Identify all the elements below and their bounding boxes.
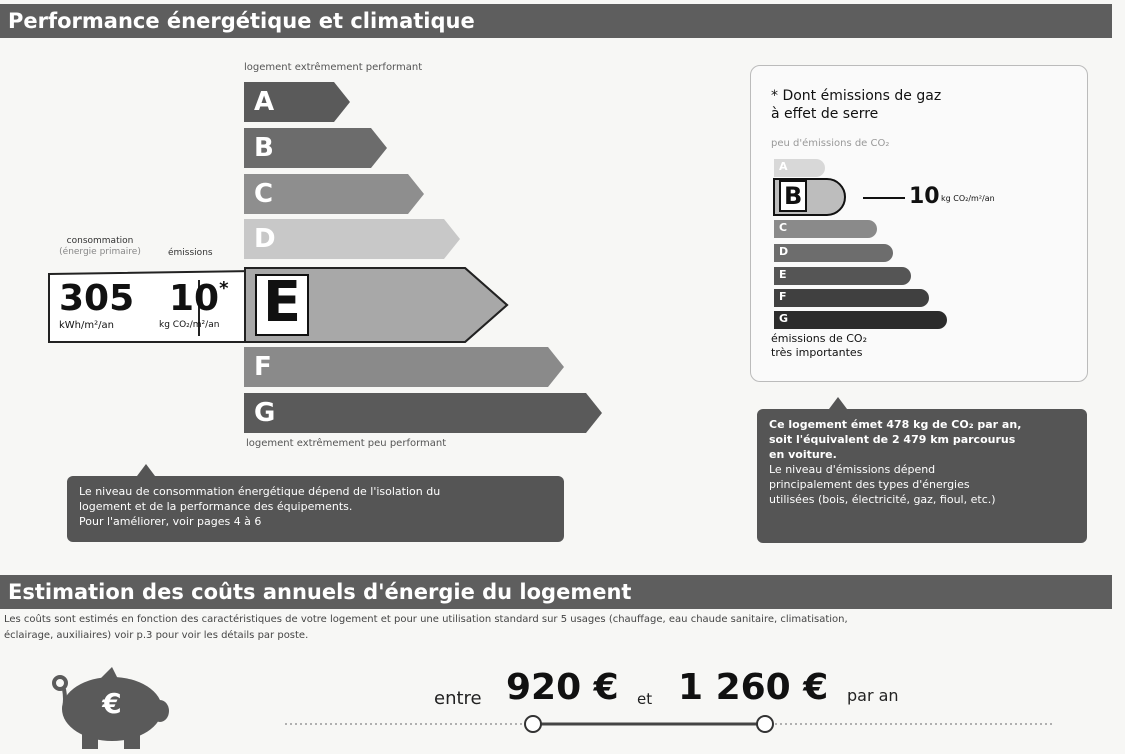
- emissions-value: 10*: [169, 278, 229, 319]
- consumption-label: consommation: [66, 236, 134, 246]
- energy-class-letter: C: [254, 179, 274, 209]
- ghg-callout-bold-1: Ce logement émet 478 kg de CO₂ par an,: [769, 418, 1022, 431]
- ghg-class-bar-b: [773, 178, 845, 214]
- current-class-letter-text: E: [262, 270, 302, 335]
- ghg-class-letter: G: [779, 312, 789, 325]
- ghg-emissions-panel: * Dont émissions de gaz à effet de serre peu d'émissions de CO₂ A B C D E F G émissions de CO₂ très importantes 10 kg CO₂/m²/an: [750, 65, 1088, 382]
- ghg-class-bar-c: [773, 219, 877, 237]
- callout-pointer: [829, 397, 847, 409]
- energy-class-bar-a: [244, 82, 350, 122]
- ghg-class-letter: A: [779, 160, 788, 173]
- scale-top-label: logement extrêmement performant: [244, 62, 423, 73]
- energy-class-bar-g: [244, 393, 602, 433]
- ghg-class-letter: C: [779, 221, 788, 234]
- ghg-class-bar-g: [773, 310, 947, 328]
- callout-line-1: Le niveau de consommation énergétique dépend de l'isolation du: [79, 485, 441, 498]
- energy-class-bar-b: [244, 128, 387, 168]
- cost-min: 920 €: [506, 667, 619, 708]
- energy-class-letter: F: [254, 352, 272, 382]
- ghg-class-bar-a: [773, 158, 825, 176]
- ghg-callout-line-6: utilisées (bois, électricité, gaz, fioul, etc.): [769, 493, 996, 506]
- ghg-class-letter: D: [779, 245, 789, 258]
- ghg-callout-bold-2: soit l'équivalent de 2 479 km parcourus: [769, 433, 1016, 446]
- ghg-class-bar-d: [773, 243, 893, 261]
- energy-class-letter: A: [254, 87, 275, 117]
- consumption-sublabel: (énergie primaire): [59, 247, 141, 257]
- energy-class-letter: D: [254, 224, 276, 254]
- consumption-value: 305: [59, 278, 135, 319]
- cost-word-between: entre: [434, 688, 482, 709]
- consumption-callout: [67, 476, 564, 542]
- callout-pointer: [137, 464, 155, 476]
- ghg-callout-bold-3: en voiture.: [769, 448, 837, 461]
- section-title: Estimation des coûts annuels d'énergie du logement: [8, 580, 632, 604]
- callout-line-2: logement et de la performance des équipements.: [79, 500, 353, 513]
- ghg-callout-line-5: principalement des types d'énergies: [769, 478, 970, 491]
- cost-per-year: par an: [847, 686, 899, 705]
- energy-class-letter: B: [254, 133, 274, 163]
- ghg-title-line-1: * Dont émissions de gaz: [771, 88, 942, 104]
- section-title: Performance énergétique et climatique: [8, 9, 475, 33]
- energy-class-bar-f: [244, 347, 564, 387]
- ghg-class-letter: B: [779, 180, 807, 212]
- ghg-bottom-label-line-1: émissions de CO₂: [771, 332, 867, 345]
- euro-symbol: €: [102, 687, 122, 720]
- energy-class-bar-c: [244, 174, 424, 214]
- ghg-callout-line-4: Le niveau d'émissions dépend: [769, 463, 936, 476]
- ghg-bottom-label-line-2: très importantes: [771, 346, 863, 359]
- energy-class-letter: G: [254, 398, 276, 428]
- emissions-label: émissions: [168, 248, 213, 258]
- ghg-class-bar-e: [773, 266, 911, 284]
- emissions-unit: kg CO₂/m²/an: [159, 320, 220, 330]
- callout-line-3: Pour l'améliorer, voir pages 4 à 6: [79, 515, 262, 528]
- ghg-top-label: peu d'émissions de CO₂: [771, 138, 890, 149]
- cost-description-line-2: éclairage, auxiliaires) voir p.3 pour voir les détails par poste.: [4, 630, 309, 641]
- piggy-bank-icon: [42, 665, 170, 750]
- ghg-class-bar-f: [773, 288, 929, 306]
- cost-word-and: et: [637, 690, 653, 708]
- cost-description-line-1: Les coûts sont estimés en fonction des caractéristiques de votre logement et pour une utilisation standard sur 5 usages (chauffage, eau chaude sanitaire, climatisation,: [4, 614, 848, 625]
- section-header-annual-costs: [0, 575, 1112, 609]
- ghg-class-letter: E: [779, 268, 787, 281]
- consumption-unit: kWh/m²/an: [59, 320, 114, 331]
- scale-bottom-label: logement extrêmement peu performant: [246, 438, 447, 449]
- ghg-title-line-2: à effet de serre: [771, 106, 879, 122]
- energy-class-bar-d: [244, 219, 460, 259]
- section-header-energy-performance: [0, 4, 1112, 38]
- cost-range-scale: [285, 712, 1055, 736]
- current-class-indicator: [47, 266, 509, 344]
- ghg-class-letter: F: [779, 290, 787, 303]
- ghg-callout: [757, 409, 1087, 543]
- cost-max: 1 260 €: [678, 667, 829, 708]
